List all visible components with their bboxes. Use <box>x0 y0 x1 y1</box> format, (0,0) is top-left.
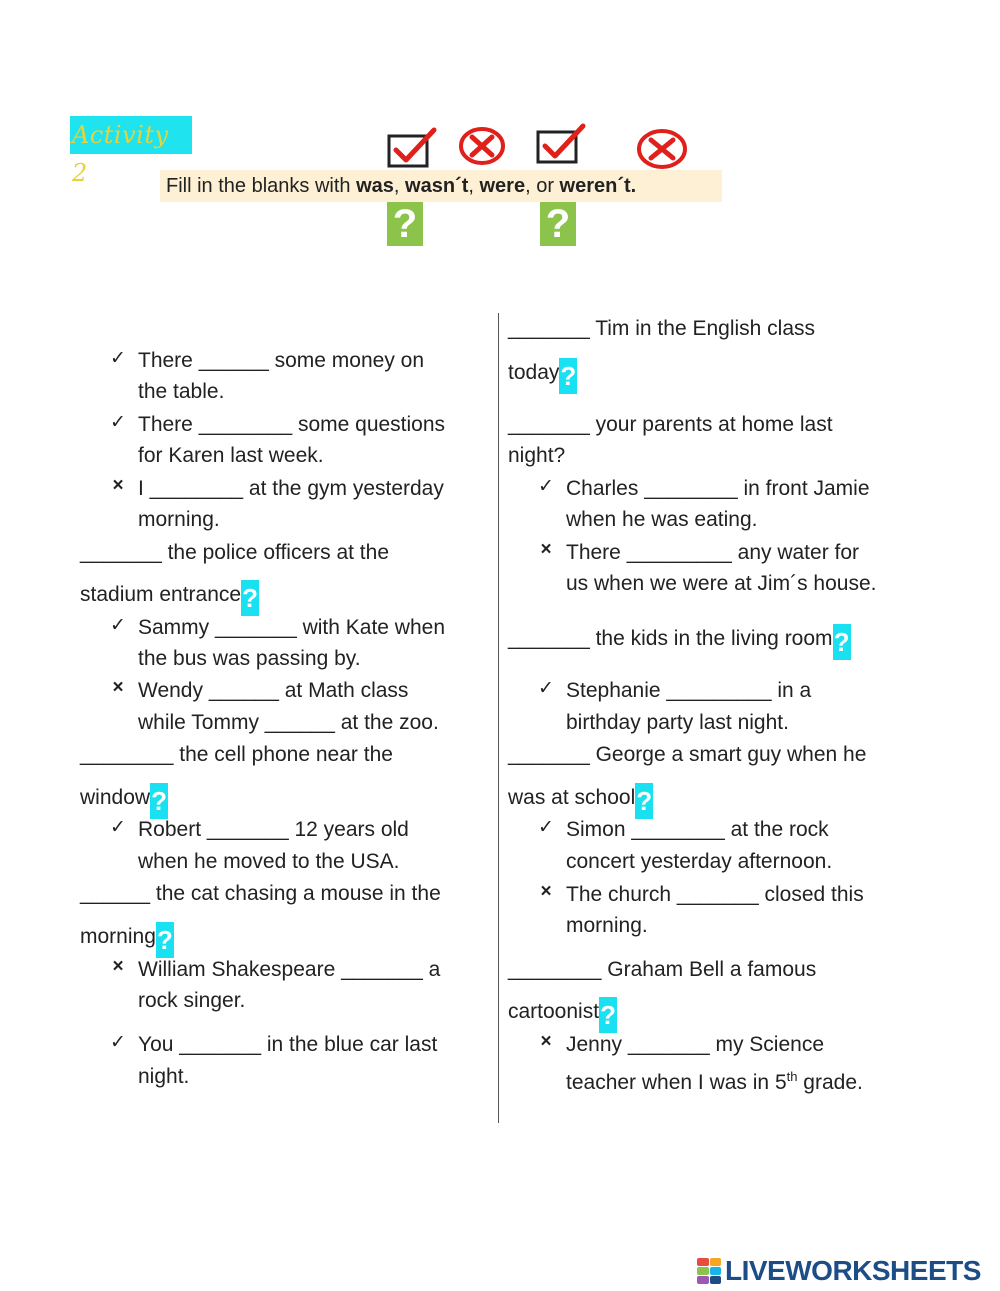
r5-text: _______ the kids in the living room <box>508 627 833 650</box>
q7-text: window <box>80 786 151 809</box>
q9-text: morning <box>80 925 156 948</box>
word-were: were <box>479 175 526 197</box>
check-icon: ✓ <box>110 615 126 636</box>
r10-line1: ________ Graham Bell a famous <box>508 958 817 981</box>
r10-text: cartoonist <box>508 1000 600 1023</box>
q7-line1: ________ the cell phone near the <box>80 743 393 766</box>
question-green-icon: ? <box>387 202 423 246</box>
q7-line2 <box>80 783 168 819</box>
checkbox-checked-icon <box>386 126 440 170</box>
word-werent: weren´t. <box>559 175 637 197</box>
word-was: was <box>356 175 394 197</box>
q3-line1: I ________ at the gym yesterday <box>138 477 444 500</box>
q1-line1: There ______ some money on <box>138 349 425 372</box>
q2-line2: for Karen last week. <box>138 444 324 467</box>
r11-text-post: grade. <box>797 1071 863 1094</box>
cross-icon: × <box>540 539 552 560</box>
q1-line2: the table. <box>138 380 225 403</box>
q8-line1: Robert _______ 12 years old <box>138 818 409 841</box>
r1-line2 <box>508 358 577 394</box>
q5-line1: Sammy _______ with Kate when <box>138 616 446 639</box>
column-divider <box>498 313 499 1123</box>
instruction <box>160 170 722 202</box>
brand-name: LIVEWORKSHEETS <box>725 1255 981 1286</box>
cross-icon: × <box>112 677 124 698</box>
r3-line2: when he was eating. <box>566 508 758 531</box>
question-icon: ? <box>150 783 168 819</box>
r8-line2: concert yesterday afternoon. <box>566 850 833 873</box>
q9-line2 <box>80 922 174 958</box>
check-icon: ✓ <box>110 348 126 369</box>
instruction-sep: , <box>393 175 406 197</box>
check-icon: ✓ <box>110 1032 126 1053</box>
question-icon: ? <box>241 580 259 616</box>
r7-text: was at school <box>508 786 636 809</box>
question-icon: ? <box>599 997 617 1033</box>
r7-line2 <box>508 783 653 819</box>
question-green-icon-2: ? <box>540 202 576 246</box>
q2-line1: There ________ some questions <box>138 413 446 436</box>
cross-circle-icon <box>458 126 506 166</box>
q11-line2: night. <box>138 1065 190 1088</box>
question-icon: ? <box>833 624 851 660</box>
check-icon: ✓ <box>110 412 126 433</box>
r9-line2: morning. <box>566 914 648 937</box>
r1-line1: _______ Tim in the English class <box>508 317 816 340</box>
liveworksheets-logo <box>697 1253 981 1289</box>
activity-title: Activity 2 <box>70 116 192 154</box>
instruction-sep: , <box>468 175 480 197</box>
q9-line1: ______ the cat chasing a mouse in the <box>80 882 441 905</box>
r4-line2: us when we were at Jim´s house. <box>566 572 877 595</box>
r2-line2: night? <box>508 444 566 467</box>
checkbox-checked-icon-2 <box>535 122 589 166</box>
r8-line1: Simon ________ at the rock <box>566 818 829 841</box>
q4-text: stadium entrance <box>80 583 242 606</box>
check-icon: ✓ <box>538 678 554 699</box>
question-icon: ? <box>635 783 653 819</box>
r11-text-pre: teacher when I was in 5 <box>566 1071 787 1094</box>
r10-line2 <box>508 997 617 1033</box>
cross-icon: × <box>112 475 124 496</box>
check-icon: ✓ <box>538 817 554 838</box>
r11-line1: Jenny _______ my Science <box>566 1033 824 1056</box>
q8-line2: when he moved to the USA. <box>138 850 400 873</box>
check-icon: ✓ <box>110 817 126 838</box>
word-wasnt: wasn´t <box>405 175 469 197</box>
q4-line2 <box>80 580 259 616</box>
q3-line2: morning. <box>138 508 220 531</box>
r5-line1 <box>508 624 851 660</box>
q10-line1: William Shakespeare _______ a <box>138 958 441 981</box>
cross-icon: × <box>112 956 124 977</box>
q6-line2: while Tommy ______ at the zoo. <box>138 711 439 734</box>
r3-line1: Charles ________ in front Jamie <box>566 477 870 500</box>
q10-line2: rock singer. <box>138 989 246 1012</box>
logo-blocks-icon <box>697 1258 721 1284</box>
superscript-th: th <box>786 1069 798 1084</box>
cross-circle-icon-2 <box>636 128 688 170</box>
q5-line2: the bus was passing by. <box>138 647 361 670</box>
cross-icon: × <box>540 881 552 902</box>
r9-line1: The church _______ closed this <box>566 883 864 906</box>
r2-line1: _______ your parents at home last <box>508 413 833 436</box>
q4-line1: _______ the police officers at the <box>80 541 390 564</box>
instruction-sep: , or <box>525 175 560 197</box>
question-icon: ? <box>559 358 577 394</box>
q11-line1: You _______ in the blue car last <box>138 1033 438 1056</box>
q6-line1: Wendy ______ at Math class <box>138 679 409 702</box>
r4-line1: There _________ any water for <box>566 541 860 564</box>
r6-line2: birthday party last night. <box>566 711 789 734</box>
r1-text: today <box>508 361 560 384</box>
question-icon: ? <box>156 922 174 958</box>
cross-icon: × <box>540 1031 552 1052</box>
instruction-prefix: Fill in the blanks with <box>166 175 357 197</box>
r7-line1: _______ George a smart guy when he <box>508 743 867 766</box>
r11-line2 <box>566 1064 863 1096</box>
check-icon: ✓ <box>538 476 554 497</box>
r6-line1: Stephanie _________ in a <box>566 679 812 702</box>
